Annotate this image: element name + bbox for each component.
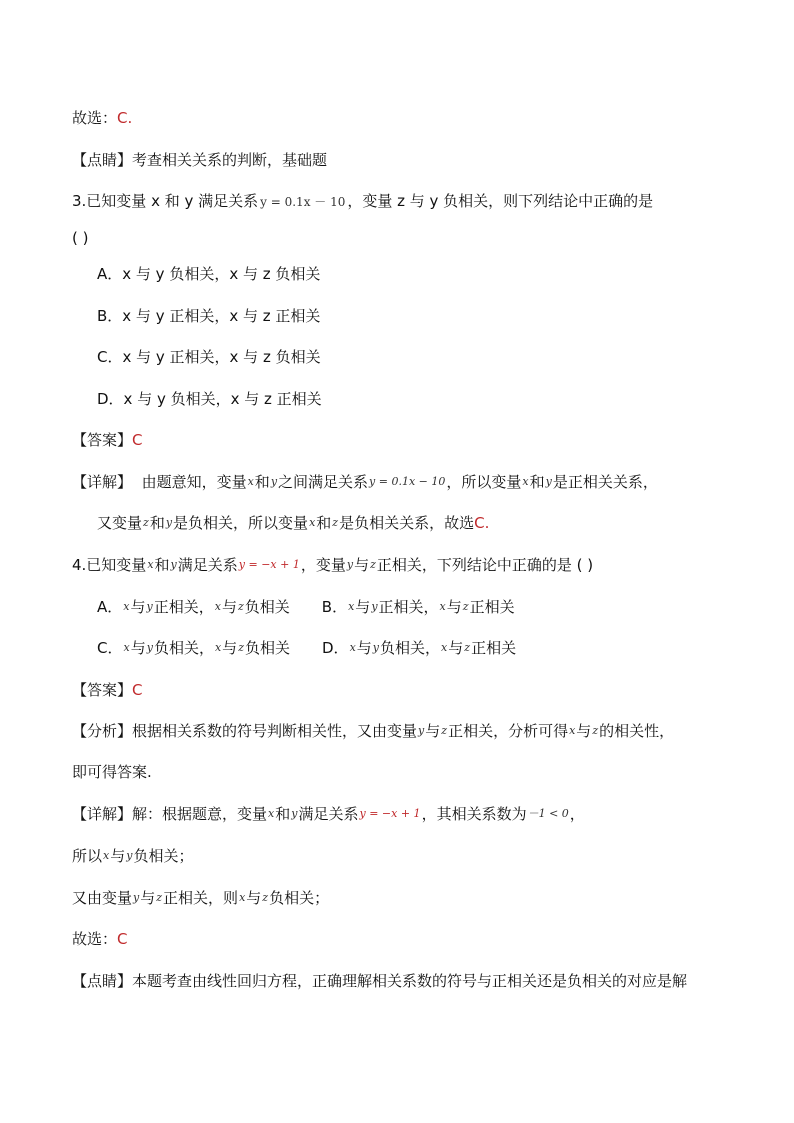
q4-detail-line-2 xyxy=(72,846,193,866)
answer-tag: 【答案】 xyxy=(72,431,133,449)
math-x: x xyxy=(214,641,222,654)
detail-text: 由题意知，变量 xyxy=(141,473,247,491)
detail-choice: C. xyxy=(474,514,490,532)
math-y: y xyxy=(418,724,425,737)
q4-analysis-line-2: 即可得答案. xyxy=(72,763,152,781)
detail-text: ，其相关系数为 xyxy=(421,805,527,823)
detail-tag: 【详解】 xyxy=(72,473,133,491)
option-text: 正相关 xyxy=(469,598,515,616)
math-x: x xyxy=(123,641,130,654)
detail-text: 和 xyxy=(316,514,332,532)
math-x: x xyxy=(268,807,275,820)
q3-option-d: D．x 与 y 负相关，x 与 z 正相关 xyxy=(97,390,322,408)
q4-analysis xyxy=(72,721,674,741)
math-y: y xyxy=(346,558,354,571)
math-z: z xyxy=(370,558,376,571)
math-z: z xyxy=(462,600,469,613)
math-z: z xyxy=(592,724,599,737)
math-y: y xyxy=(126,849,133,862)
comment-text: 考查相关关系的判断，基础题 xyxy=(132,151,328,169)
math-x: x xyxy=(309,516,316,529)
math-equation: y = 0.1x − 10 xyxy=(369,475,446,488)
option-text: 与 xyxy=(222,639,238,657)
choice-prefix: 故选： xyxy=(72,109,118,127)
math-z: z xyxy=(237,600,244,613)
q4-choice xyxy=(72,929,128,949)
option-text: 与 xyxy=(448,639,464,657)
math-z: z xyxy=(464,641,471,654)
option-text: 负相关 xyxy=(244,639,290,657)
detail-text: 又由变量 xyxy=(72,889,133,907)
detail-text: 和 xyxy=(254,473,270,491)
q3-stem-text: 3.已知变量 x 和 y 满足关系 xyxy=(72,192,259,210)
math-x: x xyxy=(439,600,446,613)
math-x: x xyxy=(349,641,356,654)
comment-tag: 【点睛】 xyxy=(72,151,133,169)
math-x: x xyxy=(239,891,246,904)
analysis-tag: 【分析】 xyxy=(72,722,133,740)
analysis-text: 根据相关系数的符号判断相关性，又由变量 xyxy=(132,722,418,740)
math-z: z xyxy=(441,724,448,737)
option-text: 与 xyxy=(221,598,237,616)
math-x: x xyxy=(522,475,529,488)
math-x: x xyxy=(147,558,154,571)
detail-text: 满足关系 xyxy=(298,805,359,823)
math-y: y xyxy=(270,475,278,488)
math-x: x xyxy=(214,600,221,613)
answer-value: C xyxy=(132,681,143,699)
math-x: x xyxy=(247,475,254,488)
q3-answer xyxy=(72,430,143,450)
math-y: y xyxy=(291,807,298,820)
option-text: 与 xyxy=(355,598,371,616)
detail-text: 所以 xyxy=(72,847,103,865)
math-z: z xyxy=(332,516,339,529)
q3-stem xyxy=(72,191,653,212)
option-text: 正相关 xyxy=(471,639,517,657)
math-y: y xyxy=(170,558,177,571)
option-c-label: C． xyxy=(97,639,123,657)
math-x: x xyxy=(348,600,355,613)
math-y: y xyxy=(133,891,140,904)
detail-text: 是负相关，所以变量 xyxy=(173,514,309,532)
detail-text: 和 xyxy=(149,514,165,532)
comment-line xyxy=(72,150,327,170)
math-equation: y = −x + 1 xyxy=(359,807,421,820)
q3-detail-line-2 xyxy=(97,513,489,533)
math-equation: y = −x + 1 xyxy=(238,558,300,571)
q4-stem-text: 和 xyxy=(154,556,170,574)
analysis-text: 的相关性， xyxy=(599,722,675,740)
q4-options-ab xyxy=(97,597,515,617)
option-text: 与 xyxy=(130,598,146,616)
detail-text: 与 xyxy=(246,889,262,907)
math-y: y xyxy=(146,600,153,613)
math-x: x xyxy=(441,641,448,654)
option-text: 正相关， xyxy=(153,598,214,616)
detail-text: 是正相关关系， xyxy=(552,473,658,491)
detail-text: 是负相关关系，故选 xyxy=(339,514,475,532)
q4-stem-text: ，变量 xyxy=(300,556,346,574)
detail-text: 正相关，则 xyxy=(163,889,239,907)
detail-text: 与 xyxy=(110,847,126,865)
option-text: 负相关， xyxy=(153,639,214,657)
answer-tag: 【答案】 xyxy=(72,681,133,699)
q4-detail-line-3 xyxy=(72,888,329,908)
q3-detail-line-1 xyxy=(72,472,658,492)
option-text: 与 xyxy=(130,639,146,657)
detail-text: 负相关； xyxy=(133,847,194,865)
q4-stem xyxy=(72,555,593,575)
math-x: x xyxy=(103,849,110,862)
q3-option-a: A．x 与 y 负相关，x 与 z 负相关 xyxy=(97,265,321,283)
detail-text: 之间满足关系 xyxy=(278,473,369,491)
choice-line xyxy=(72,108,132,128)
q3-option-c: C．x 与 y 正相关，x 与 z 负相关 xyxy=(97,348,321,366)
detail-text: 和 xyxy=(275,805,291,823)
q3-formula: y = 0.1x － 10 xyxy=(260,195,346,209)
option-text: 负相关， xyxy=(380,639,441,657)
math-z: z xyxy=(238,641,244,654)
choice-prefix: 故选： xyxy=(72,930,118,948)
detail-text: 与 xyxy=(140,889,156,907)
q3-paren: ( ) xyxy=(72,229,89,247)
detail-tag: 【详解】 xyxy=(72,805,133,823)
q4-stem-text: 正相关，下列结论中正确的是 ( ) xyxy=(376,556,594,574)
q4-comment xyxy=(72,971,687,991)
detail-text: ， xyxy=(569,805,585,823)
math-x: x xyxy=(123,600,130,613)
detail-text: 又变量 xyxy=(97,514,143,532)
detail-text: 负相关； xyxy=(269,889,330,907)
q3-stem-text-2: ，变量 z 与 y 负相关，则下列结论中正确的是 xyxy=(347,192,654,210)
q3-option-b: B．x 与 y 正相关，x 与 z 正相关 xyxy=(97,307,321,325)
math-y: y xyxy=(146,641,153,654)
comment-text: 本题考查由线性回归方程，正确理解相关系数的符号与正相关还是负相关的对应是解 xyxy=(132,972,688,990)
analysis-text: 与 xyxy=(425,722,441,740)
detail-text: 解：根据题意，变量 xyxy=(132,805,268,823)
math-z: z xyxy=(156,891,163,904)
choice-value: C xyxy=(117,930,128,948)
q4-answer xyxy=(72,680,143,700)
math-y: y xyxy=(545,475,552,488)
math-inequality: －1 < 0 xyxy=(527,807,569,820)
q4-detail xyxy=(72,804,585,824)
math-y: y xyxy=(371,600,378,613)
math-y: y xyxy=(165,516,173,529)
analysis-text: 正相关，分析可得 xyxy=(448,722,569,740)
option-text: 与 xyxy=(356,639,372,657)
q4-stem-text: 满足关系 xyxy=(177,556,238,574)
option-text: 正相关， xyxy=(378,598,439,616)
q4-stem-text: 4.已知变量 xyxy=(72,556,147,574)
option-b-label: B． xyxy=(321,598,348,616)
option-text: 负相关 xyxy=(244,598,290,616)
analysis-text: 与 xyxy=(576,722,592,740)
option-a-label: A． xyxy=(97,598,123,616)
q4-options-cd xyxy=(97,638,516,658)
detail-text: ，所以变量 xyxy=(446,473,522,491)
math-y: y xyxy=(372,641,380,654)
option-d-label: D． xyxy=(322,639,349,657)
q4-stem-text: 与 xyxy=(354,556,370,574)
comment-tag: 【点睛】 xyxy=(72,972,133,990)
answer-value: C xyxy=(132,431,143,449)
math-x: x xyxy=(569,724,576,737)
choice-value: C. xyxy=(117,109,133,127)
option-text: 与 xyxy=(446,598,462,616)
math-z: z xyxy=(262,891,269,904)
math-z: z xyxy=(143,516,149,529)
detail-text: 和 xyxy=(529,473,545,491)
